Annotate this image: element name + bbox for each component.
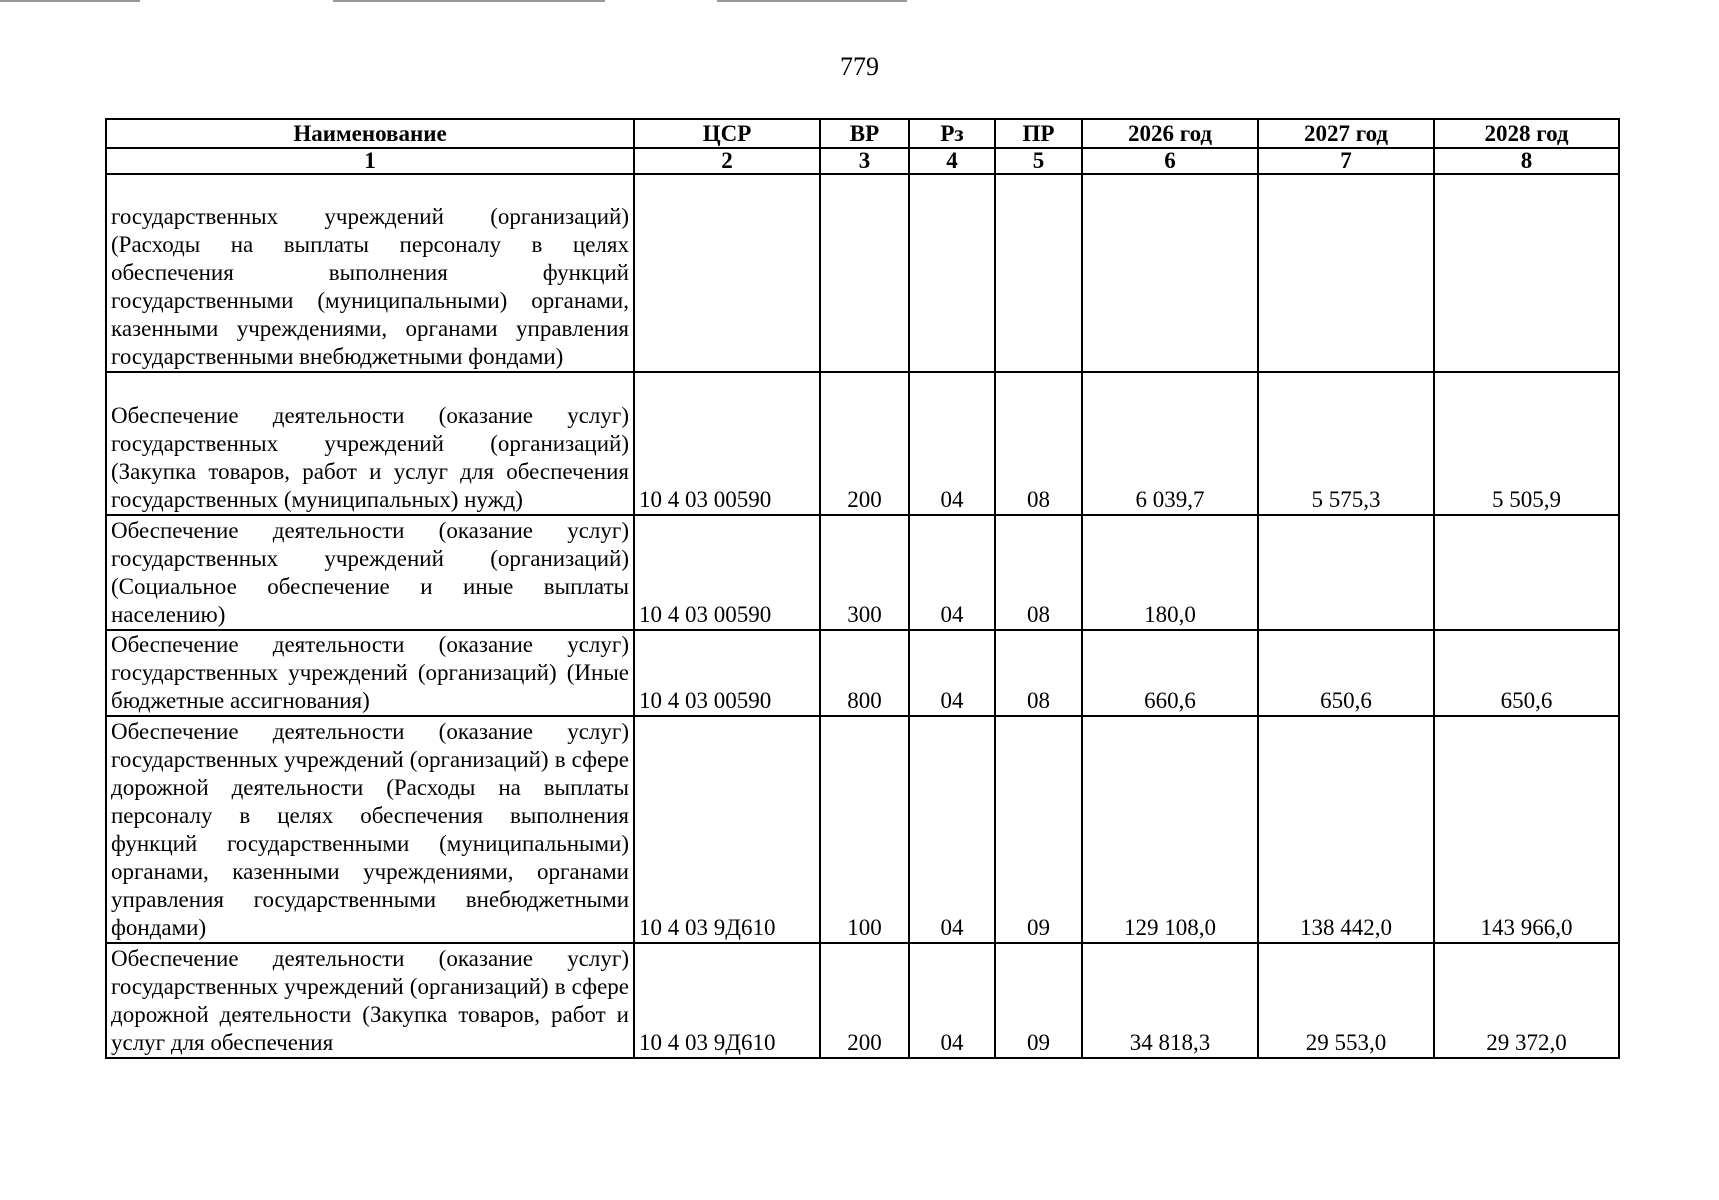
row-2026: 129 108,0 <box>1082 716 1258 943</box>
row-csr: 10 4 03 00590 <box>634 372 820 515</box>
row-vr: 200 <box>820 943 909 1058</box>
row-2027: 29 553,0 <box>1258 943 1434 1058</box>
header-row <box>106 119 1619 148</box>
header-2026: 2026 год <box>1082 119 1258 148</box>
column-number: 1 <box>106 148 634 174</box>
row-csr <box>634 174 820 372</box>
header-2028: 2028 год <box>1434 119 1619 148</box>
row-name: Обеспечение деятельности (оказание услуг) государственных учреждений (организаций) (Иные бюджетные ассигнования) <box>106 630 634 716</box>
table-header <box>106 119 1619 174</box>
header-2027: 2027 год <box>1258 119 1434 148</box>
row-pr: 08 <box>995 515 1082 630</box>
row-pr <box>995 174 1082 372</box>
header-vr: ВР <box>820 119 909 148</box>
scan-edge-line <box>333 0 605 2</box>
row-pr: 08 <box>995 630 1082 716</box>
scan-edge-line <box>0 0 140 2</box>
row-2027: 138 442,0 <box>1258 716 1434 943</box>
row-rz: 04 <box>909 372 995 515</box>
row-name: Обеспечение деятельности (оказание услуг) государственных учреждений (организаций) (Закупка товаров, работ и услуг для обеспечения государственных (муниципальных) нужд) <box>106 372 634 515</box>
column-number-row <box>106 148 1619 174</box>
header-name: Наименование <box>106 119 634 148</box>
row-2027: 5 575,3 <box>1258 372 1434 515</box>
row-2027 <box>1258 174 1434 372</box>
row-2026: 660,6 <box>1082 630 1258 716</box>
row-2028: 5 505,9 <box>1434 372 1619 515</box>
table-row <box>106 630 1619 716</box>
row-pr: 08 <box>995 372 1082 515</box>
row-2027: 650,6 <box>1258 630 1434 716</box>
column-number: 5 <box>995 148 1082 174</box>
table-row <box>106 943 1619 1058</box>
row-name: государственных учреждений (организаций) (Расходы на выплаты персоналу в целях обеспечения выполнения функций государственными (муниципальными) органами, казенными учреждениями, органами управления государственными внебюджетными фондами) <box>106 174 634 372</box>
header-rz: Рз <box>909 119 995 148</box>
column-number: 3 <box>820 148 909 174</box>
row-pr: 09 <box>995 943 1082 1058</box>
row-2028: 143 966,0 <box>1434 716 1619 943</box>
column-number: 4 <box>909 148 995 174</box>
row-vr: 300 <box>820 515 909 630</box>
header-pr: ПР <box>995 119 1082 148</box>
row-vr: 200 <box>820 372 909 515</box>
row-vr: 100 <box>820 716 909 943</box>
column-number: 7 <box>1258 148 1434 174</box>
row-csr: 10 4 03 00590 <box>634 515 820 630</box>
row-rz: 04 <box>909 716 995 943</box>
row-name: Обеспечение деятельности (оказание услуг) государственных учреждений (организаций) (Социальное обеспечение и иные выплаты населению) <box>106 515 634 630</box>
scan-edge-line <box>717 0 907 2</box>
row-name: Обеспечение деятельности (оказание услуг) государственных учреждений (организаций) в сфере дорожной деятельности (Закупка товаров, работ и услуг для обеспечения <box>106 943 634 1058</box>
row-2028: 29 372,0 <box>1434 943 1619 1058</box>
row-name: Обеспечение деятельности (оказание услуг) государственных учреждений (организаций) в сфере дорожной деятельности (Расходы на выплаты персоналу в целях обеспечения выполнения функций государственными (муниципальными) органами, казенными учреждениями, органами управления государственными внебюджетными фондами) <box>106 716 634 943</box>
table-row <box>106 515 1619 630</box>
row-rz: 04 <box>909 630 995 716</box>
row-vr: 800 <box>820 630 909 716</box>
table-row <box>106 716 1619 943</box>
column-number: 6 <box>1082 148 1258 174</box>
budget-table <box>105 118 1620 1059</box>
row-csr: 10 4 03 9Д610 <box>634 716 820 943</box>
page-number: 779 <box>840 52 879 81</box>
row-rz: 04 <box>909 943 995 1058</box>
row-rz <box>909 174 995 372</box>
row-2026: 180,0 <box>1082 515 1258 630</box>
table-row <box>106 372 1619 515</box>
table-row <box>106 174 1619 372</box>
column-number: 2 <box>634 148 820 174</box>
row-csr: 10 4 03 9Д610 <box>634 943 820 1058</box>
table-body <box>106 174 1619 1058</box>
row-2028: 650,6 <box>1434 630 1619 716</box>
row-vr <box>820 174 909 372</box>
row-csr: 10 4 03 00590 <box>634 630 820 716</box>
row-2028 <box>1434 515 1619 630</box>
row-2026: 34 818,3 <box>1082 943 1258 1058</box>
column-number: 8 <box>1434 148 1619 174</box>
row-2026 <box>1082 174 1258 372</box>
row-pr: 09 <box>995 716 1082 943</box>
row-2027 <box>1258 515 1434 630</box>
row-2026: 6 039,7 <box>1082 372 1258 515</box>
header-csr: ЦСР <box>634 119 820 148</box>
row-2028 <box>1434 174 1619 372</box>
row-rz: 04 <box>909 515 995 630</box>
